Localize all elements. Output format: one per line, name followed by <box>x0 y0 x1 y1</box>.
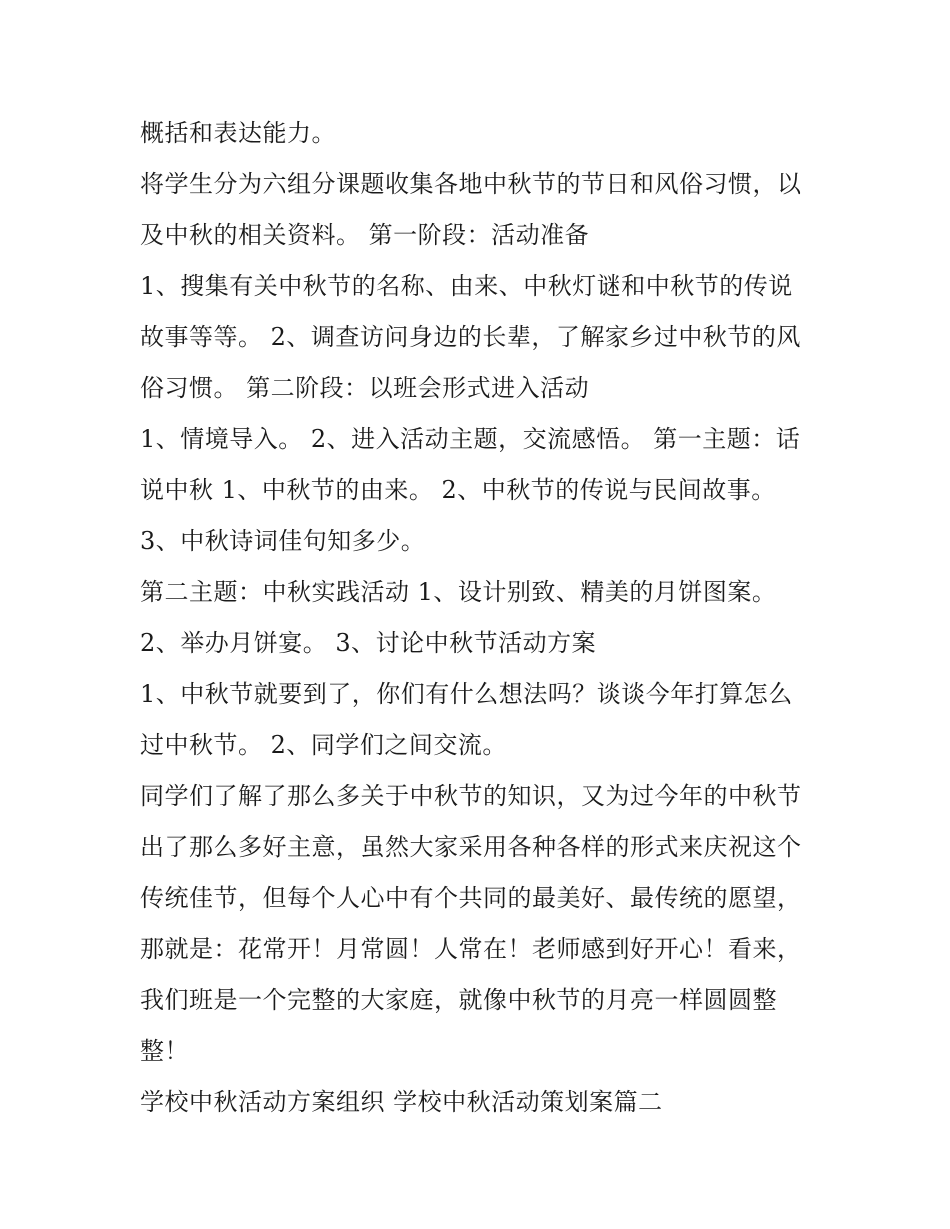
text-line: 及中秋的相关资料。 第一阶段：活动准备 <box>140 221 590 249</box>
section-heading: 学校中秋活动方案组织 学校中秋活动策划案篇二 <box>140 1088 663 1116</box>
text-line: 2、举办月饼宴。 3、讨论中秋节活动方案 <box>140 629 597 657</box>
text-line: 1、搜集有关中秋节的名称、由来、中秋灯谜和中秋节的传说 <box>140 272 793 300</box>
text-line: 传统佳节，但每个人心中有个共同的最美好、最传统的愿望， <box>140 884 802 912</box>
text-line: 故事等等。 2、调查访问身边的长辈，了解家乡过中秋节的风 <box>140 323 801 351</box>
text-line: 整！ <box>140 1037 189 1065</box>
text-line: 3、中秋诗词佳句知多少。 <box>140 527 426 555</box>
text-line: 俗习惯。 第二阶段：以班会形式进入活动 <box>140 374 590 402</box>
text-line: 过中秋节。 2、同学们之间交流。 <box>140 731 507 759</box>
text-line: 出了那么多好主意，虽然大家采用各种各样的形式来庆祝这个 <box>140 833 802 861</box>
text-line: 将学生分为六组分课题收集各地中秋节的节日和风俗习惯，以 <box>140 170 802 198</box>
text-line: 概括和表达能力。 <box>140 119 336 147</box>
text-line: 第二主题：中秋实践活动 1、设计别致、精美的月饼图案。 <box>140 578 777 606</box>
text-line: 说中秋 1、中秋节的由来。 2、中秋节的传说与民间故事。 <box>140 476 776 504</box>
text-line: 1、中秋节就要到了，你们有什么想法吗？谈谈今年打算怎么 <box>140 680 793 708</box>
text-line: 1、情境导入。 2、进入活动主题，交流感悟。 第一主题：话 <box>140 425 801 453</box>
document-body <box>140 108 820 1128</box>
text-line: 我们班是一个完整的大家庭，就像中秋节的月亮一样圆圆整 <box>140 986 777 1014</box>
text-line: 同学们了解了那么多关于中秋节的知识，又为过今年的中秋节 <box>140 782 802 810</box>
text-line: 那就是：花常开！月常圆！人常在！老师感到好开心！看来， <box>140 935 802 963</box>
